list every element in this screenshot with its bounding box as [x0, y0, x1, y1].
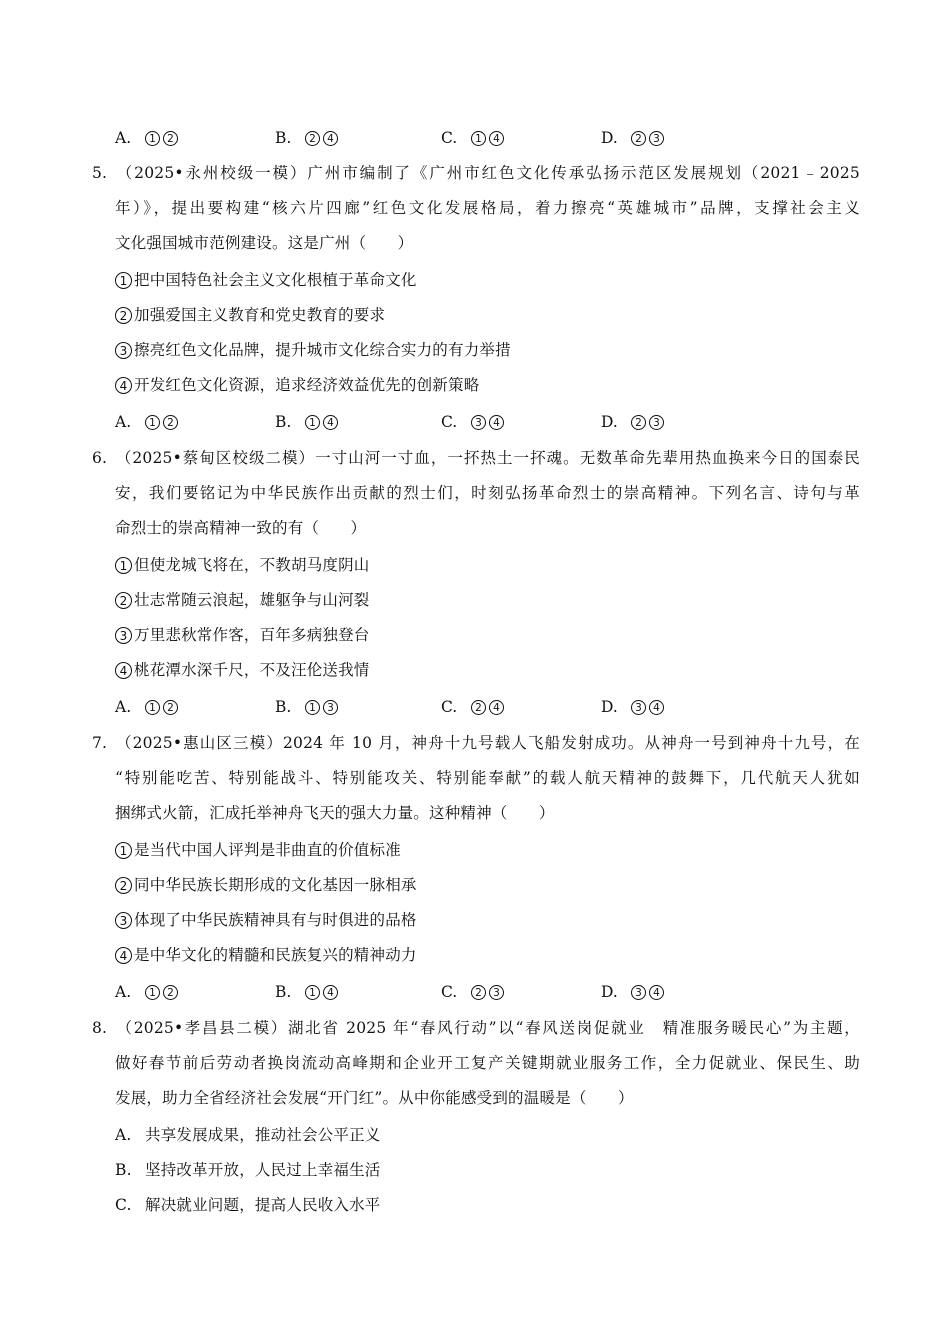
- circled-number-icon: 4: [489, 415, 504, 430]
- question-number: 7.: [92, 734, 108, 752]
- option-b: B. 2 4: [275, 121, 341, 156]
- circled-number-icon: 1: [145, 415, 160, 430]
- circled-number-icon: 4: [649, 985, 664, 1000]
- circled-number-icon: 1: [145, 131, 160, 146]
- question-number: 5.: [92, 164, 108, 182]
- circled-number-icon: 3: [631, 700, 646, 715]
- option-a: A. 1 2: [115, 690, 181, 725]
- question-number: 8.: [92, 1019, 108, 1037]
- answer-options: [115, 975, 860, 1010]
- circled-number-icon: 1: [305, 415, 320, 430]
- circled-number-icon: 1: [145, 985, 160, 1000]
- option-c: C. 3 4: [441, 405, 507, 440]
- circled-number-icon: 3: [115, 912, 132, 929]
- option-c: C. 2 3: [441, 975, 507, 1010]
- option-b: B. 1 4: [275, 405, 341, 440]
- circled-number-icon: 2: [631, 415, 646, 430]
- statement-3: 3 万里悲秋常作客，百年多病独登台: [115, 618, 860, 653]
- circled-number-icon: 4: [649, 700, 664, 715]
- question-stem-line: 5. （2025•永州校级一模）广州市编制了《广州市红色文化传承弘扬示范区发展规划（2021﹣2025: [92, 156, 860, 191]
- statement-4: 4 是中华文化的精髓和民族复兴的精神动力: [115, 938, 860, 973]
- circled-number-icon: 2: [305, 131, 320, 146]
- circled-number-icon: 4: [323, 985, 338, 1000]
- choice-b: B. 坚持改革开放，人民过上幸福生活: [115, 1161, 381, 1179]
- circled-number-icon: 2: [115, 307, 132, 324]
- statement-1: 1 把中国特色社会主义文化根植于革命文化: [115, 263, 860, 298]
- statement-4: 4 开发红色文化资源，追求经济效益优先的创新策略: [115, 368, 860, 403]
- question-stem-line: 6. （2025•蔡甸区校级二模）一寸山河一寸血，一抔热土一抔魂。无数革命先辈用热血换来今日的国泰民: [92, 441, 860, 476]
- option-c: C. 2 4: [441, 690, 507, 725]
- option-d: D. 2 3: [601, 405, 667, 440]
- statement-3: 3 体现了中华民族精神具有与时俱进的品格: [115, 903, 860, 938]
- circled-number-icon: 2: [163, 131, 178, 146]
- answer-options: [115, 690, 860, 725]
- circled-number-icon: 4: [489, 700, 504, 715]
- circled-number-icon: 1: [145, 700, 160, 715]
- question-stem-line: “特别能吃苦、特别能战斗、特别能攻关、特别能奉献”的载人航天精神的鼓舞下，几代航天人犹如: [115, 769, 860, 787]
- statement-4: 4 桃花潭水深千尺，不及汪伦送我情: [115, 653, 860, 688]
- statement-3: 3 擦亮红色文化品牌，提升城市文化综合实力的有力举措: [115, 333, 860, 368]
- circled-number-icon: 2: [163, 415, 178, 430]
- circled-number-icon: 2: [163, 985, 178, 1000]
- circled-number-icon: 2: [115, 592, 132, 609]
- circled-number-icon: 4: [323, 131, 338, 146]
- choice-c: C. 解决就业问题，提高人民收入水平: [115, 1196, 381, 1214]
- circled-number-icon: 4: [489, 131, 504, 146]
- circled-number-icon: 3: [115, 627, 132, 644]
- answer-options: [115, 405, 860, 440]
- question-stem-line: 文化强国城市范例建设。这是广州（ ）: [115, 234, 414, 252]
- circled-number-icon: 2: [631, 131, 646, 146]
- statement-1: 1 是当代中国人评判是非曲直的价值标准: [115, 833, 860, 868]
- option-c: C. 1 4: [441, 121, 507, 156]
- circled-number-icon: 4: [115, 377, 132, 394]
- prev-question-options: [115, 121, 860, 156]
- circled-number-icon: 3: [323, 700, 338, 715]
- question-number: 6.: [92, 449, 108, 467]
- circled-number-icon: 4: [115, 662, 132, 679]
- statement-2: 2 加强爱国主义教育和党史教育的要求: [115, 298, 860, 333]
- question-stem-line: 命烈士的崇高精神一致的有（ ）: [115, 519, 367, 537]
- question-stem-line: 年）》，提出要构建“核六片四廊”红色文化发展格局，着力擦亮“英雄城市”品牌，支撑社会主义: [115, 199, 860, 217]
- option-a: A. 1 2: [115, 975, 181, 1010]
- statement-2: 2 壮志常随云浪起，雄躯争与山河裂: [115, 583, 860, 618]
- circled-number-icon: 3: [649, 415, 664, 430]
- circled-number-icon: 2: [115, 877, 132, 894]
- question-stem-line: 捆绑式火箭，汇成托举神舟飞天的强大力量。这种精神（ ）: [115, 804, 555, 822]
- circled-number-icon: 2: [163, 700, 178, 715]
- circled-number-icon: 2: [471, 985, 486, 1000]
- circled-number-icon: 3: [631, 985, 646, 1000]
- circled-number-icon: 4: [323, 415, 338, 430]
- circled-number-icon: 3: [489, 985, 504, 1000]
- question-stem-line: 做好春节前后劳动者换岗流动高峰期和企业开工复产关键期就业服务工作，全力促就业、保民生、助: [115, 1054, 860, 1072]
- circled-number-icon: 3: [649, 131, 664, 146]
- statement-2: 2 同中华民族长期形成的文化基因一脉相承: [115, 868, 860, 903]
- circled-number-icon: 1: [305, 700, 320, 715]
- circled-number-icon: 1: [305, 985, 320, 1000]
- circled-number-icon: 1: [471, 131, 486, 146]
- option-a: A. 1 2: [115, 405, 181, 440]
- question-stem-line: 发展，助力全省经济社会发展“开门红”。从中你能感受到的温暖是（ ）: [115, 1089, 634, 1107]
- question-stem-line: 7. （2025•惠山区三模）2024 年 10 月，神舟十九号载人飞船发射成功。从神舟一号到神舟十九号，在: [92, 726, 860, 761]
- circled-number-icon: 1: [115, 557, 132, 574]
- circled-number-icon: 3: [471, 415, 486, 430]
- option-b: B. 1 4: [275, 975, 341, 1010]
- circled-number-icon: 4: [115, 947, 132, 964]
- option-d: D. 3 4: [601, 690, 667, 725]
- option-d: D. 3 4: [601, 975, 667, 1010]
- question-stem-line: 安，我们要铭记为中华民族作出贡献的烈士们，时刻弘扬革命烈士的崇高精神。下列名言、诗句与革: [115, 484, 860, 502]
- choice-a: A. 共享发展成果，推动社会公平正义: [115, 1126, 381, 1144]
- option-a: A. 1 2: [115, 121, 181, 156]
- circled-number-icon: 1: [115, 272, 132, 289]
- circled-number-icon: 1: [115, 842, 132, 859]
- option-b: B. 1 3: [275, 690, 341, 725]
- option-d: D. 2 3: [601, 121, 667, 156]
- circled-number-icon: 2: [471, 700, 486, 715]
- statement-1: 1 但使龙城飞将在，不教胡马度阴山: [115, 548, 860, 583]
- circled-number-icon: 3: [115, 342, 132, 359]
- question-stem-line: 8. （2025•孝昌县二模）湖北省 2025 年“春风行动”以“春风送岗促就业 精准服务暖民心”为主题，: [92, 1011, 860, 1046]
